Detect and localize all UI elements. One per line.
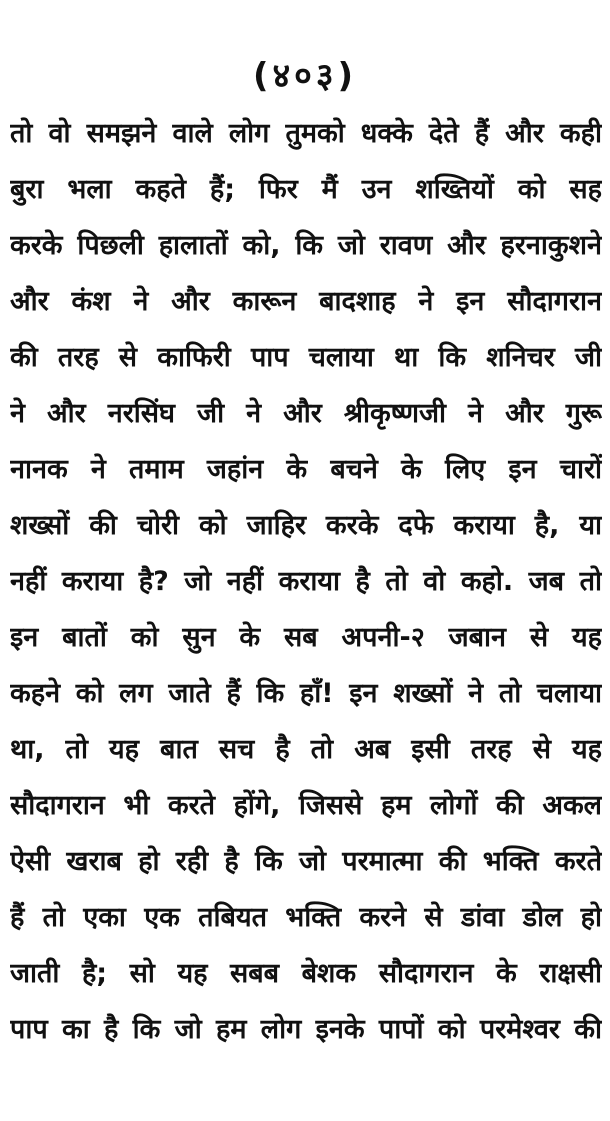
text-line: हैं तो एका एक तबियत भक्ति करने से डांवा डोल हो bbox=[10, 902, 602, 933]
text-line: इन बातों को सुन के सब अपनी-२ जबान से यह bbox=[10, 622, 602, 653]
text-line: था, तो यह बात सच है तो अब इसी तरह से यह bbox=[10, 734, 602, 765]
text-line: और कंश ने और कारून बादशाह ने इन सौदागरान bbox=[10, 286, 602, 317]
text-line: बुरा भला कहते हैं; फिर मैं उन शख्तियों को सह bbox=[10, 174, 602, 205]
body-text bbox=[10, 106, 602, 1058]
text-line: पाप का है कि जो हम लोग इनके पापों को परमेश्वर की bbox=[10, 1014, 602, 1045]
text-line: नहीं कराया है? जो नहीं कराया है तो वो कहो. जब तो bbox=[10, 566, 602, 597]
page-number: (४०३) bbox=[252, 56, 358, 96]
text-line: ने और नरसिंघ जी ने और श्रीकृष्णजी ने और गुरू bbox=[10, 398, 602, 429]
text-line: शख्सों की चोरी को जाहिर करके दफे कराया है, या bbox=[10, 510, 602, 541]
text-line: जाती है; सो यह सबब बेशक सौदागरान के राक्षसी bbox=[10, 958, 602, 989]
text-line: सौदागरान भी करते होंगे, जिससे हम लोगों की अकल bbox=[10, 790, 602, 821]
text-line: करके पिछली हालातों को, कि जो रावण और हरनाकुशने bbox=[10, 230, 602, 261]
text-line: तो वो समझने वाले लोग तुमको धक्के देते हैं और कही bbox=[10, 118, 602, 149]
text-line: नानक ने तमाम जहांन के बचने के लिए इन चारों bbox=[10, 454, 602, 485]
text-line: कहने को लग जाते हैं कि हाँ! इन शख्सों ने तो चलाया bbox=[10, 678, 602, 709]
text-line: ऐसी खराब हो रही है कि जो परमात्मा की भक्ति करते bbox=[10, 846, 602, 877]
text-line: की तरह से काफिरी पाप चलाया था कि शनिचर जी bbox=[10, 342, 602, 373]
